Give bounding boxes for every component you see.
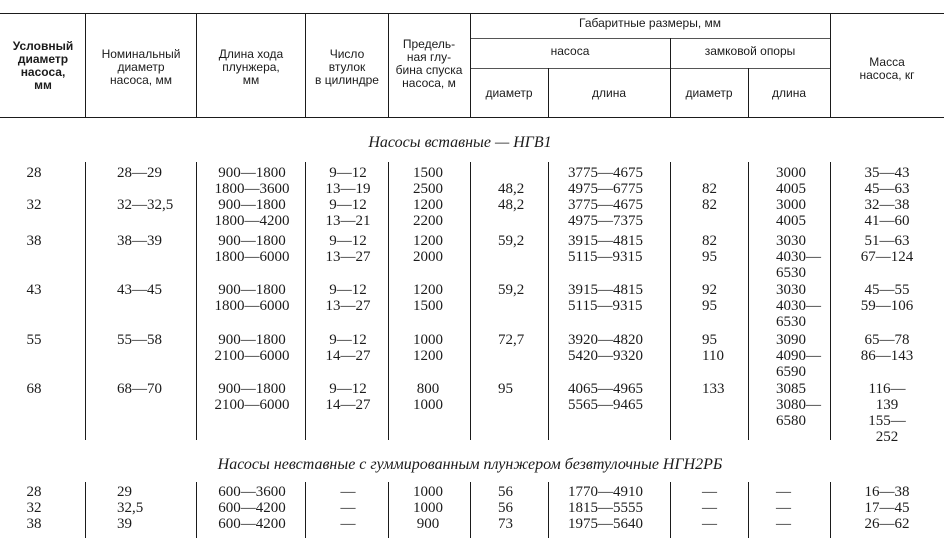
cell-stroke: 900—1800 1800—6000 (214, 233, 290, 265)
cell-lock-diameter: 92 95 (702, 282, 717, 314)
cell-pump-length: 3775—4675 4975—7375 (568, 197, 643, 229)
cell-mass: 116—139 155—252 (868, 381, 906, 445)
header-bushings: Число втулок в цилиндре (315, 47, 379, 87)
cell-bushings: 9—12 13—19 (325, 165, 371, 197)
section1-title: Насосы вставные — НГВ1 (368, 134, 552, 151)
cell-bushings: 9—12 13—21 (325, 197, 371, 229)
vline-s1-5 (470, 162, 471, 440)
vline-s1-8 (748, 162, 749, 440)
cell-diam-cond: 32 (26, 500, 42, 516)
vline-s2-5 (470, 482, 471, 538)
cell-lock-diameter: 82 (702, 197, 717, 213)
cell-pump-diameter: 95 (498, 381, 513, 397)
cell-mass: 16—38 (864, 484, 910, 500)
vline-s1-9 (830, 162, 831, 440)
cell-depth: 1200 1500 (413, 282, 443, 314)
cell-stroke: 600—3600 (218, 484, 286, 500)
vline-header-2 (196, 13, 197, 117)
vline-s2-7 (670, 482, 671, 538)
header-mass: Масса насоса, кг (859, 55, 915, 82)
vline-header-5 (470, 13, 471, 117)
cell-bushings: 9—12 14—27 (325, 381, 371, 413)
vline-s2-9 (830, 482, 831, 538)
cell-pump-diameter: 59,2 (498, 282, 525, 298)
cell-diam-nom: 32,5 (117, 500, 144, 516)
cell-pump-diameter: 73 (498, 516, 513, 532)
cell-lock-length: 3030 4030— 6530 (776, 233, 821, 281)
cell-depth: 1500 2500 (413, 165, 443, 197)
vline-s2-4 (388, 482, 389, 538)
cell-pump-length: 1770—4910 (568, 484, 643, 500)
header-lock: замковой опоры (704, 44, 796, 58)
vline-header-3 (305, 13, 306, 117)
cell-diam-nom: 39 (117, 516, 132, 532)
vline-s2-6 (548, 482, 549, 538)
cell-pump-diameter: 56 (498, 500, 513, 516)
cell-diam-cond: 32 (26, 197, 42, 213)
cell-pump-diameter: 72,7 (498, 332, 525, 348)
cell-diam-cond: 55 (26, 332, 42, 348)
cell-lock-diameter: 82 95 (702, 233, 717, 265)
vline-header-4 (388, 13, 389, 117)
cell-diam-cond: 38 (26, 233, 42, 249)
cell-pump-length: 3915—4815 5115—9315 (568, 233, 643, 265)
cell-diam-nom: 38—39 (117, 233, 162, 249)
cell-stroke: 600—4200 (218, 516, 286, 532)
cell-depth: 1200 2200 (413, 197, 443, 229)
cell-stroke: 900—1800 1800—4200 (214, 197, 290, 229)
cell-lock-length: 3085 3080— 6580 (776, 381, 821, 429)
cell-lock-length: — (776, 484, 791, 500)
rule-top (0, 13, 944, 14)
cell-diam-nom: 68—70 (117, 381, 162, 397)
cell-mass: 35—43 45—63 (864, 165, 910, 197)
vline-s2-1 (85, 482, 86, 538)
cell-depth: 900 (416, 516, 440, 532)
header-lock-diameter: диаметр (685, 86, 733, 100)
cell-lock-length: 3030 4030— 6530 (776, 282, 821, 330)
rule-sub (470, 68, 830, 69)
vline-s1-6 (548, 162, 549, 440)
vline-s1-1 (85, 162, 86, 440)
cell-diam-cond: 43 (26, 282, 42, 298)
header-pump-length: длина (591, 86, 627, 100)
cell-lock-length: 3090 4090— 6590 (776, 332, 821, 380)
header-pump-diameter: диаметр (485, 86, 533, 100)
cell-pump-length: 1975—5640 (568, 516, 643, 532)
header-pump: насоса (550, 44, 590, 58)
vline-header-9 (830, 13, 831, 117)
vline-header-7 (670, 38, 671, 117)
cell-mass: 51—63 67—124 (860, 233, 914, 265)
cell-depth: 1000 (413, 484, 443, 500)
cell-bushings: 9—12 13—27 (325, 233, 371, 265)
vline-header-6 (548, 68, 549, 117)
section2-title: Насосы невставные с гуммированным плунжером безвтулочные НГН2РБ (217, 456, 723, 473)
cell-lock-length: — (776, 516, 791, 532)
cell-bushings: — (340, 500, 356, 516)
cell-lock-diameter: — (702, 484, 717, 500)
header-lock-length: длина (771, 86, 807, 100)
cell-pump-diameter: 48,2 (498, 181, 525, 197)
header-gab: Габаритные размеры, мм (578, 16, 722, 30)
vline-s2-3 (305, 482, 306, 538)
cell-diam-cond: 38 (26, 516, 42, 532)
vline-header-8 (748, 68, 749, 117)
header-stroke: Длина хода плунжера, мм (218, 47, 284, 87)
cell-stroke: 900—1800 2100—6000 (214, 332, 290, 364)
cell-mass: 45—55 59—106 (860, 282, 914, 314)
vline-header-1 (85, 13, 86, 117)
header-diam-nom: Номинальный диаметр насоса, мм (101, 47, 181, 87)
cell-diam-nom: 43—45 (117, 282, 162, 298)
cell-diam-nom: 55—58 (117, 332, 162, 348)
vline-s1-3 (305, 162, 306, 440)
cell-lock-diameter: 95 110 (702, 332, 724, 364)
cell-stroke: 600—4200 (218, 500, 286, 516)
cell-bushings: 9—12 14—27 (325, 332, 371, 364)
header-diam-cond: Условный диаметр насоса, мм (12, 39, 74, 92)
cell-mass: 65—78 86—143 (860, 332, 914, 364)
vline-s1-2 (196, 162, 197, 440)
vline-s1-4 (388, 162, 389, 440)
cell-bushings: — (340, 516, 356, 532)
cell-pump-diameter: 56 (498, 484, 513, 500)
cell-depth: 1200 2000 (413, 233, 443, 265)
rule-gab (470, 38, 830, 39)
cell-lock-diameter: — (702, 500, 717, 516)
cell-mass: 26—62 (864, 516, 910, 532)
vline-s2-2 (196, 482, 197, 538)
header-depth: Предель- ная глу- бина спуска насоса, м (395, 37, 463, 90)
vline-s2-8 (748, 482, 749, 538)
cell-pump-length: 4065—4965 5565—9465 (568, 381, 643, 413)
cell-depth: 1000 (413, 500, 443, 516)
cell-pump-diameter: 48,2 (498, 197, 525, 213)
rule-header-bottom (0, 117, 944, 118)
cell-lock-length: 3000 4005 (776, 165, 806, 197)
cell-lock-diameter: 82 (702, 181, 717, 197)
cell-pump-length: 3920—4820 5420—9320 (568, 332, 643, 364)
cell-lock-length: — (776, 500, 791, 516)
cell-bushings: — (340, 484, 356, 500)
cell-lock-diameter: — (702, 516, 717, 532)
cell-diam-nom: 32—32,5 (117, 197, 174, 213)
cell-pump-length: 3915—4815 5115—9315 (568, 282, 643, 314)
cell-pump-length: 1815—5555 (568, 500, 643, 516)
cell-stroke: 900—1800 2100—6000 (214, 381, 290, 413)
cell-lock-length: 3000 4005 (776, 197, 806, 229)
cell-stroke: 900—1800 1800—3600 (214, 165, 290, 197)
vline-s1-7 (670, 162, 671, 440)
cell-pump-diameter: 59,2 (498, 233, 525, 249)
cell-lock-diameter: 133 (702, 381, 725, 397)
cell-diam-cond: 68 (26, 381, 42, 397)
cell-depth: 800 1000 (413, 381, 443, 413)
cell-depth: 1000 1200 (413, 332, 443, 364)
cell-diam-cond: 28 (26, 484, 42, 500)
cell-mass: 32—38 41—60 (864, 197, 910, 229)
cell-diam-nom: 28—29 (117, 165, 162, 181)
cell-bushings: 9—12 13—27 (325, 282, 371, 314)
cell-diam-nom: 29 (117, 484, 132, 500)
cell-pump-length: 3775—4675 4975—6775 (568, 165, 643, 197)
cell-diam-cond: 28 (26, 165, 42, 181)
cell-mass: 17—45 (864, 500, 910, 516)
cell-stroke: 900—1800 1800—6000 (214, 282, 290, 314)
